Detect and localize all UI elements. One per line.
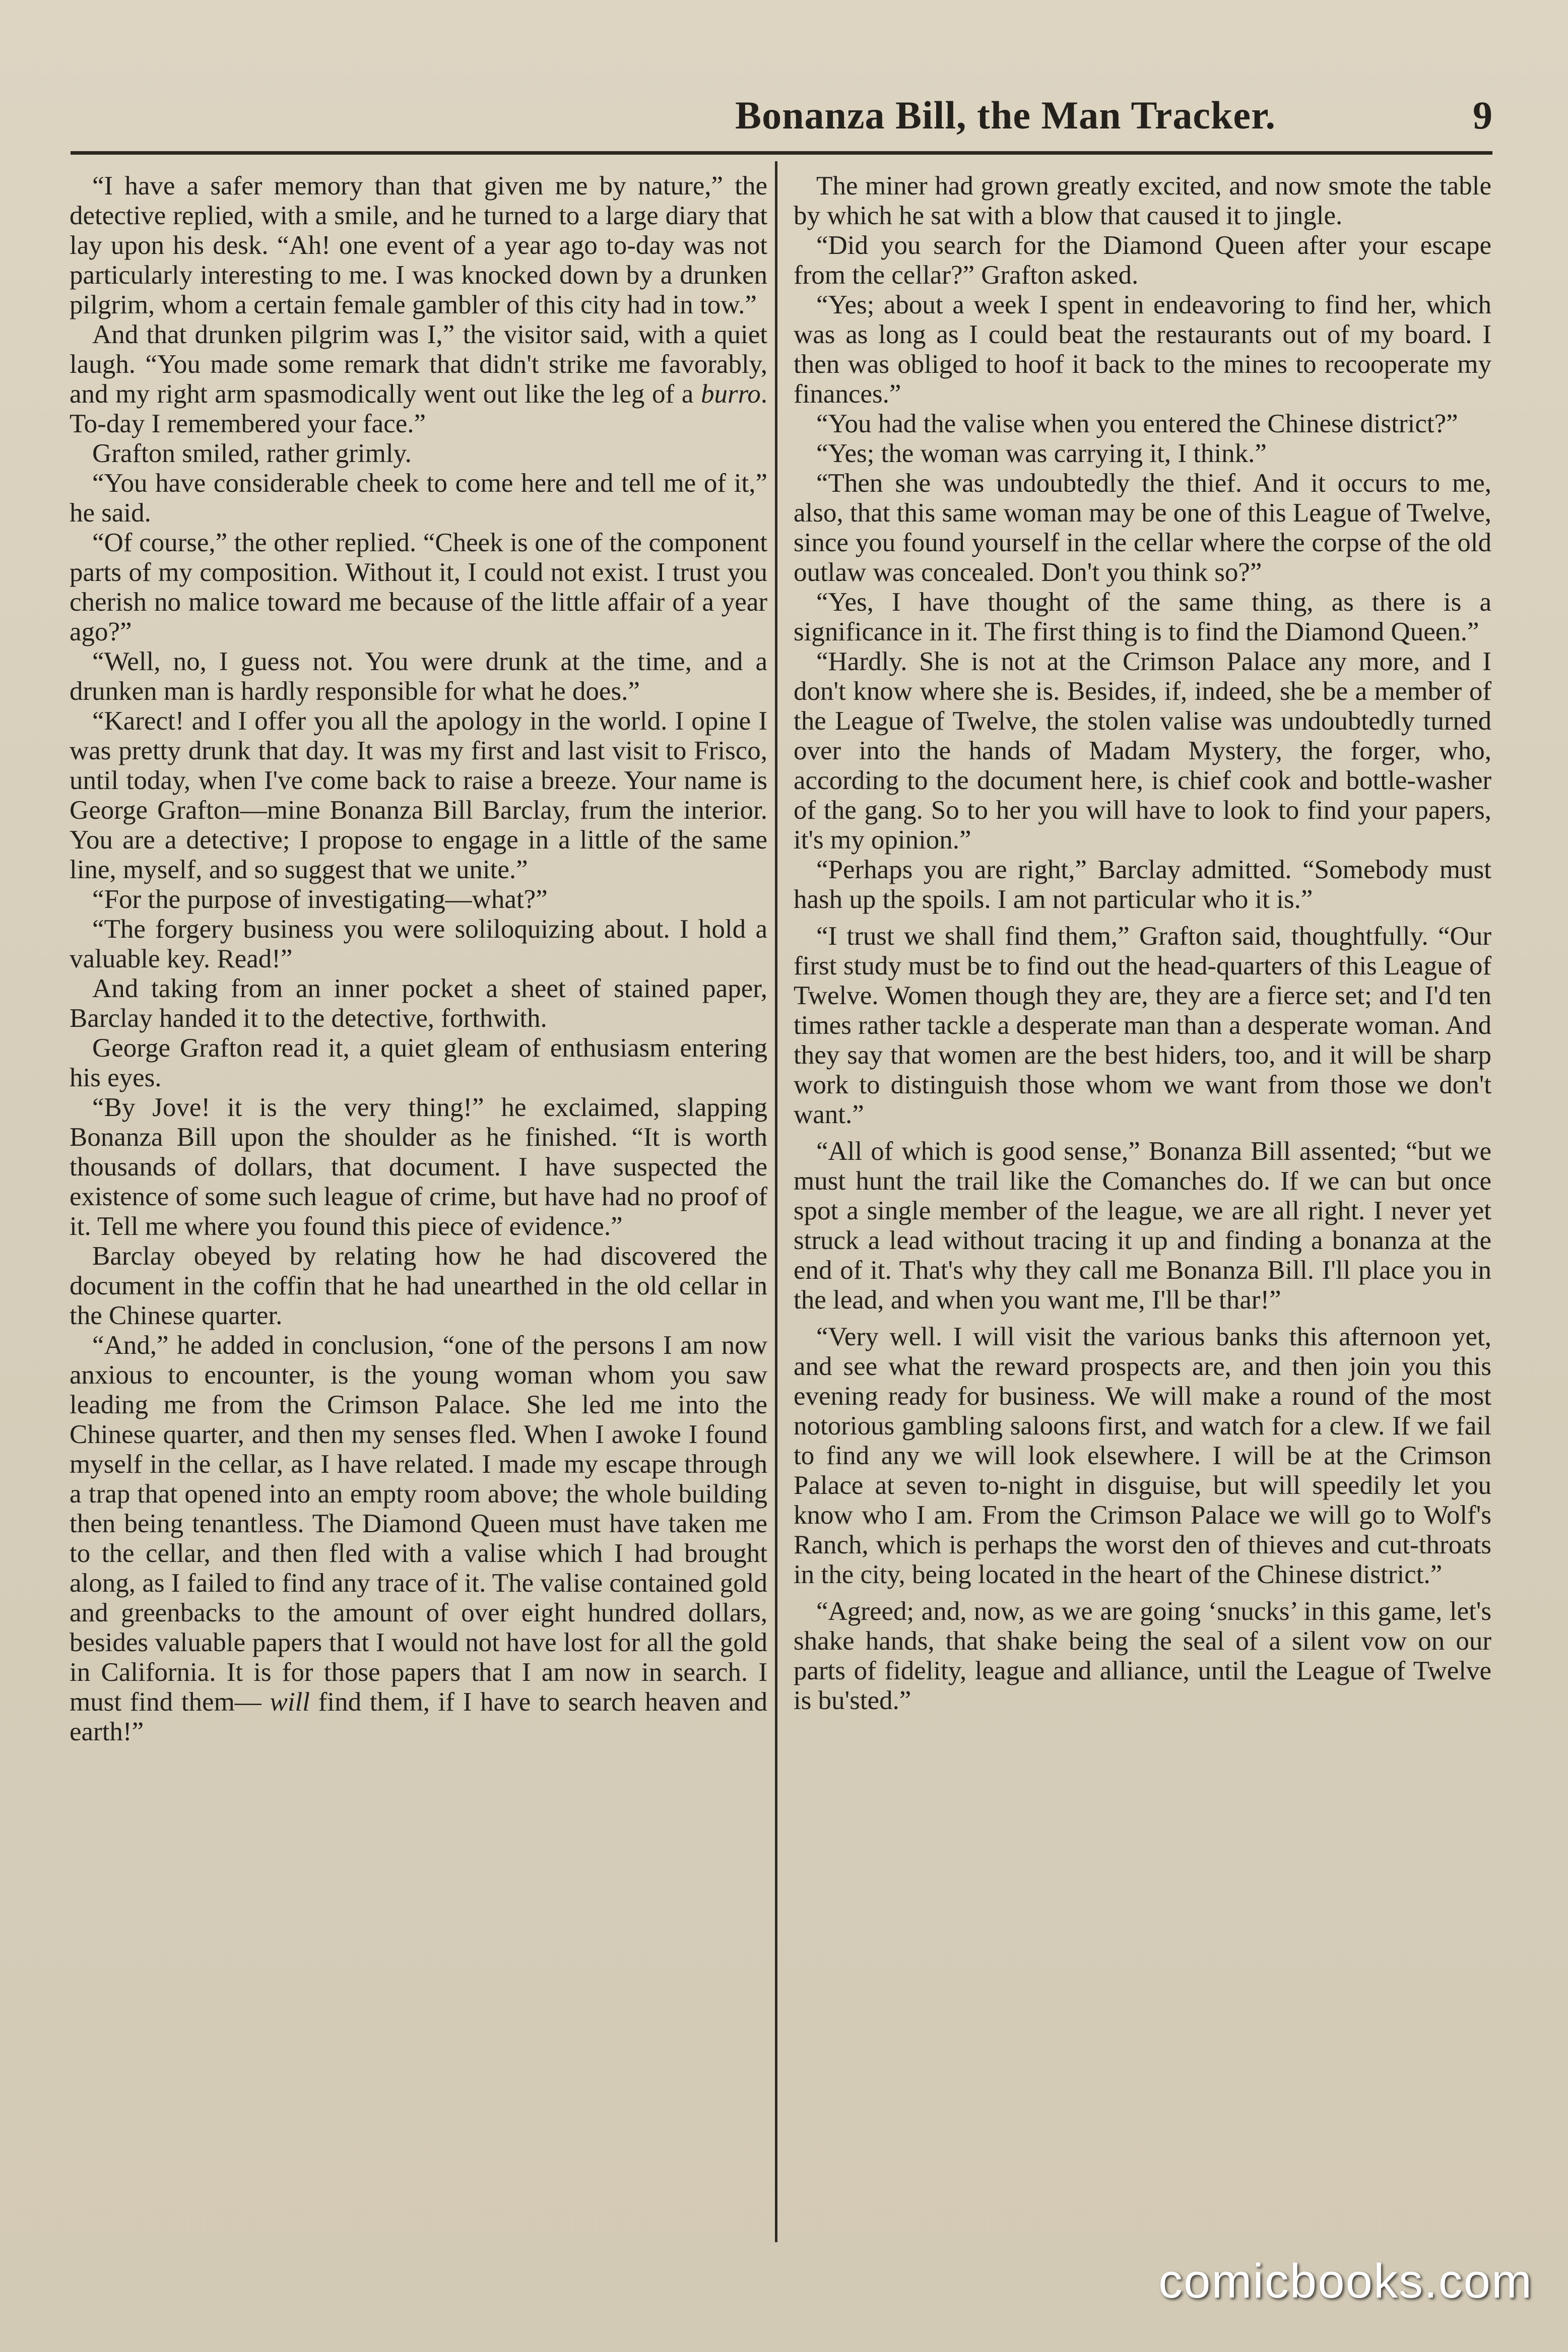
- paragraph: “Did you search for the Diamond Queen after your escape from the cellar?” Grafton asked.: [794, 231, 1491, 290]
- header-rule: [71, 151, 1492, 155]
- paragraph: The miner had grown greatly excited, and now smote the table by which he sat with a blow that caused it to jingle.: [794, 171, 1491, 230]
- paragraph: “Of course,” the other replied. “Cheek is one of the component parts of my composition. Without it, I could not exist. I trust you cherish no malice toward me because of the little affair of a year ago?”: [70, 528, 767, 646]
- paragraph: “Karect! and I offer you all the apology in the world. I opine I was pretty drunk that day. It was my first and last visit to Frisco, until today, when I've come back to raise a breeze. Your name is George Grafton—mine Bonanza Bill Barclay, frum the interior. You are a detective; I propose to engage in a little of the same line, myself, and so suggest that we unite.”: [70, 706, 767, 884]
- paragraph: “By Jove! it is the very thing!” he exclaimed, slapping Bonanza Bill upon the shoulder as he finished. “It is worth thousands of dollars, that document. I have suspected the existence of some such league of crime, but have had no proof of it. Tell me where you found this piece of evidence.”: [70, 1093, 767, 1241]
- text-run: And that drunken pilgrim was I,” the visitor said, with a quiet laugh. “You made some remark that didn't strike me favorably, and my right arm spasmodically went out like the leg of a: [70, 320, 767, 409]
- left-column: [70, 171, 767, 1747]
- paragraph: “All of which is good sense,” Bonanza Bill assented; “but we must hunt the trail like the Comanches do. If we can but once spot a single member of the league, we are all right. I never yet struck a lead without tracing it up and finding a bonanza at the end of it. That's why they call me Bonanza Bill. I'll place you in the lead, and when you want me, I'll be thar!”: [794, 1137, 1491, 1315]
- italic-word: will: [270, 1687, 310, 1717]
- paragraph: “I trust we shall find them,” Grafton said, thoughtfully. “Our first study must be to find out the head-quarters of this League of Twelve. Women though they are, they are a fierce set; and I'd ten times rather tackle a desperate man than a desperate woman. And they say that women are the best hiders, too, and it will be sharp work to distinguish those whom we want from those we don't want.”: [794, 922, 1491, 1129]
- paragraph: “Agreed; and, now, as we are going ‘snucks’ in this game, let's shake hands, that shake being the seal of a silent vow on our parts of fidelity, league and alliance, until the League of Twelve is bu'sted.”: [794, 1597, 1491, 1715]
- paragraph: “Very well. I will visit the various banks this afternoon yet, and see what the reward prospects are, and then join you this evening ready for business. We will make a round of the most notorious gambling saloons first, and watch for a clew. If we fail to find any we will look elsewhere. I will be at the Crimson Palace at seven to-night in disguise, but will speedily let you know who I am. From the Crimson Palace we will go to Wolf's Ranch, which is perhaps the worst den of thieves and cut-throats in the city, being located in the heart of the Chinese district.”: [794, 1322, 1491, 1589]
- paragraph: “The forgery business you were soliloquizing about. I hold a valuable key. Read!”: [70, 914, 767, 973]
- paragraph: “I have a safer memory than that given me by nature,” the detective replied, with a smile, and he turned to a large diary that lay upon his desk. “Ah! one event of a year ago to-day was not particularly interesting to me. I was knocked down by a drunken pilgrim, whom a certain female gambler of this city had in tow.”: [70, 171, 767, 319]
- paragraph: “Perhaps you are right,” Barclay admitted. “Somebody must hash up the spoils. I am not particular who it is.”: [794, 855, 1491, 914]
- paragraph: “Yes; the woman was carrying it, I think.”: [816, 439, 1267, 468]
- italic-word: burro: [700, 379, 761, 409]
- paragraph: “Yes; about a week I spent in endeavoring to find her, which was as long as I could beat the restaurants out of my board. I then was obliged to hoof it back to the mines to recooperate my finances.”: [794, 290, 1491, 409]
- paragraph: “Then she was undoubtedly the thief. And it occurs to me, also, that this same woman may be one of this League of Twelve, since you found yourself in the cellar where the corpse of the old outlaw was concealed. Don't you think so?”: [794, 469, 1491, 587]
- right-column: [794, 171, 1491, 1716]
- paragraph: George Grafton read it, a quiet gleam of enthusiasm entering his eyes.: [70, 1033, 767, 1092]
- page-header: [71, 86, 1492, 146]
- watermark: comicbooks.com: [1158, 2254, 1533, 2308]
- paragraph: “You had the valise when you entered the Chinese district?”: [816, 409, 1458, 438]
- paragraph: Barclay obeyed by relating how he had discovered the document in the coffin that he had unearthed in the old cellar in the Chinese quarter.: [70, 1242, 767, 1330]
- paragraph: Grafton smiled, rather grimly.: [92, 439, 412, 468]
- running-title: Bonanza Bill, the Man Tracker.: [735, 93, 1276, 137]
- paragraph: “Well, no, I guess not. You were drunk at the time, and a drunken man is hardly responsible for what he does.”: [70, 647, 767, 706]
- text-run: “And,” he added in conclusion, “one of the persons I am now anxious to encounter, is the young woman whom you saw leading me from the Crimson Palace. She led me into the Chinese quarter, and then my senses fled. When I awoke I found myself in the cellar, as I have related. I made my escape through a trap that opened into an empty room above; the whole building then being tenantless. The Diamond Queen must have taken me to the cellar, and then fled with a valise which I had brought along, as I failed to find any trace of it. The valise contained gold and greenbacks to the amount of over eight hundred dollars, besides valuable papers that I would not have lost for all the gold in California. It is for those papers that I am now in search. I must find them—: [70, 1331, 767, 1717]
- text-run: find them, if I have to search heaven and earth!”: [70, 1687, 767, 1746]
- page-number: 9: [1473, 93, 1492, 137]
- paragraph: “You have considerable cheek to come here and tell me of it,” he said.: [70, 469, 767, 528]
- text-run: . To-day I remembered your face.”: [70, 379, 767, 438]
- paragraph: “For the purpose of investigating—what?”: [92, 885, 548, 914]
- paragraph: [70, 320, 767, 439]
- paragraph: [70, 1331, 767, 1747]
- column-divider: [775, 161, 777, 2242]
- paragraph: “Yes, I have thought of the same thing, as there is a significance in it. The first thing is to find the Diamond Queen.”: [794, 587, 1491, 646]
- paragraph: And taking from an inner pocket a sheet of stained paper, Barclay handed it to the detective, forthwith.: [70, 974, 767, 1033]
- paragraph: “Hardly. She is not at the Crimson Palace any more, and I don't know where she is. Besides, if, indeed, she be a member of the League of Twelve, the stolen valise was undoubtedly turned over into the hands of Madam Mystery, the forger, who, according to the document here, is chief cook and bottle-washer of the gang. So to her you will have to look to find your papers, it's my opinion.”: [794, 647, 1491, 855]
